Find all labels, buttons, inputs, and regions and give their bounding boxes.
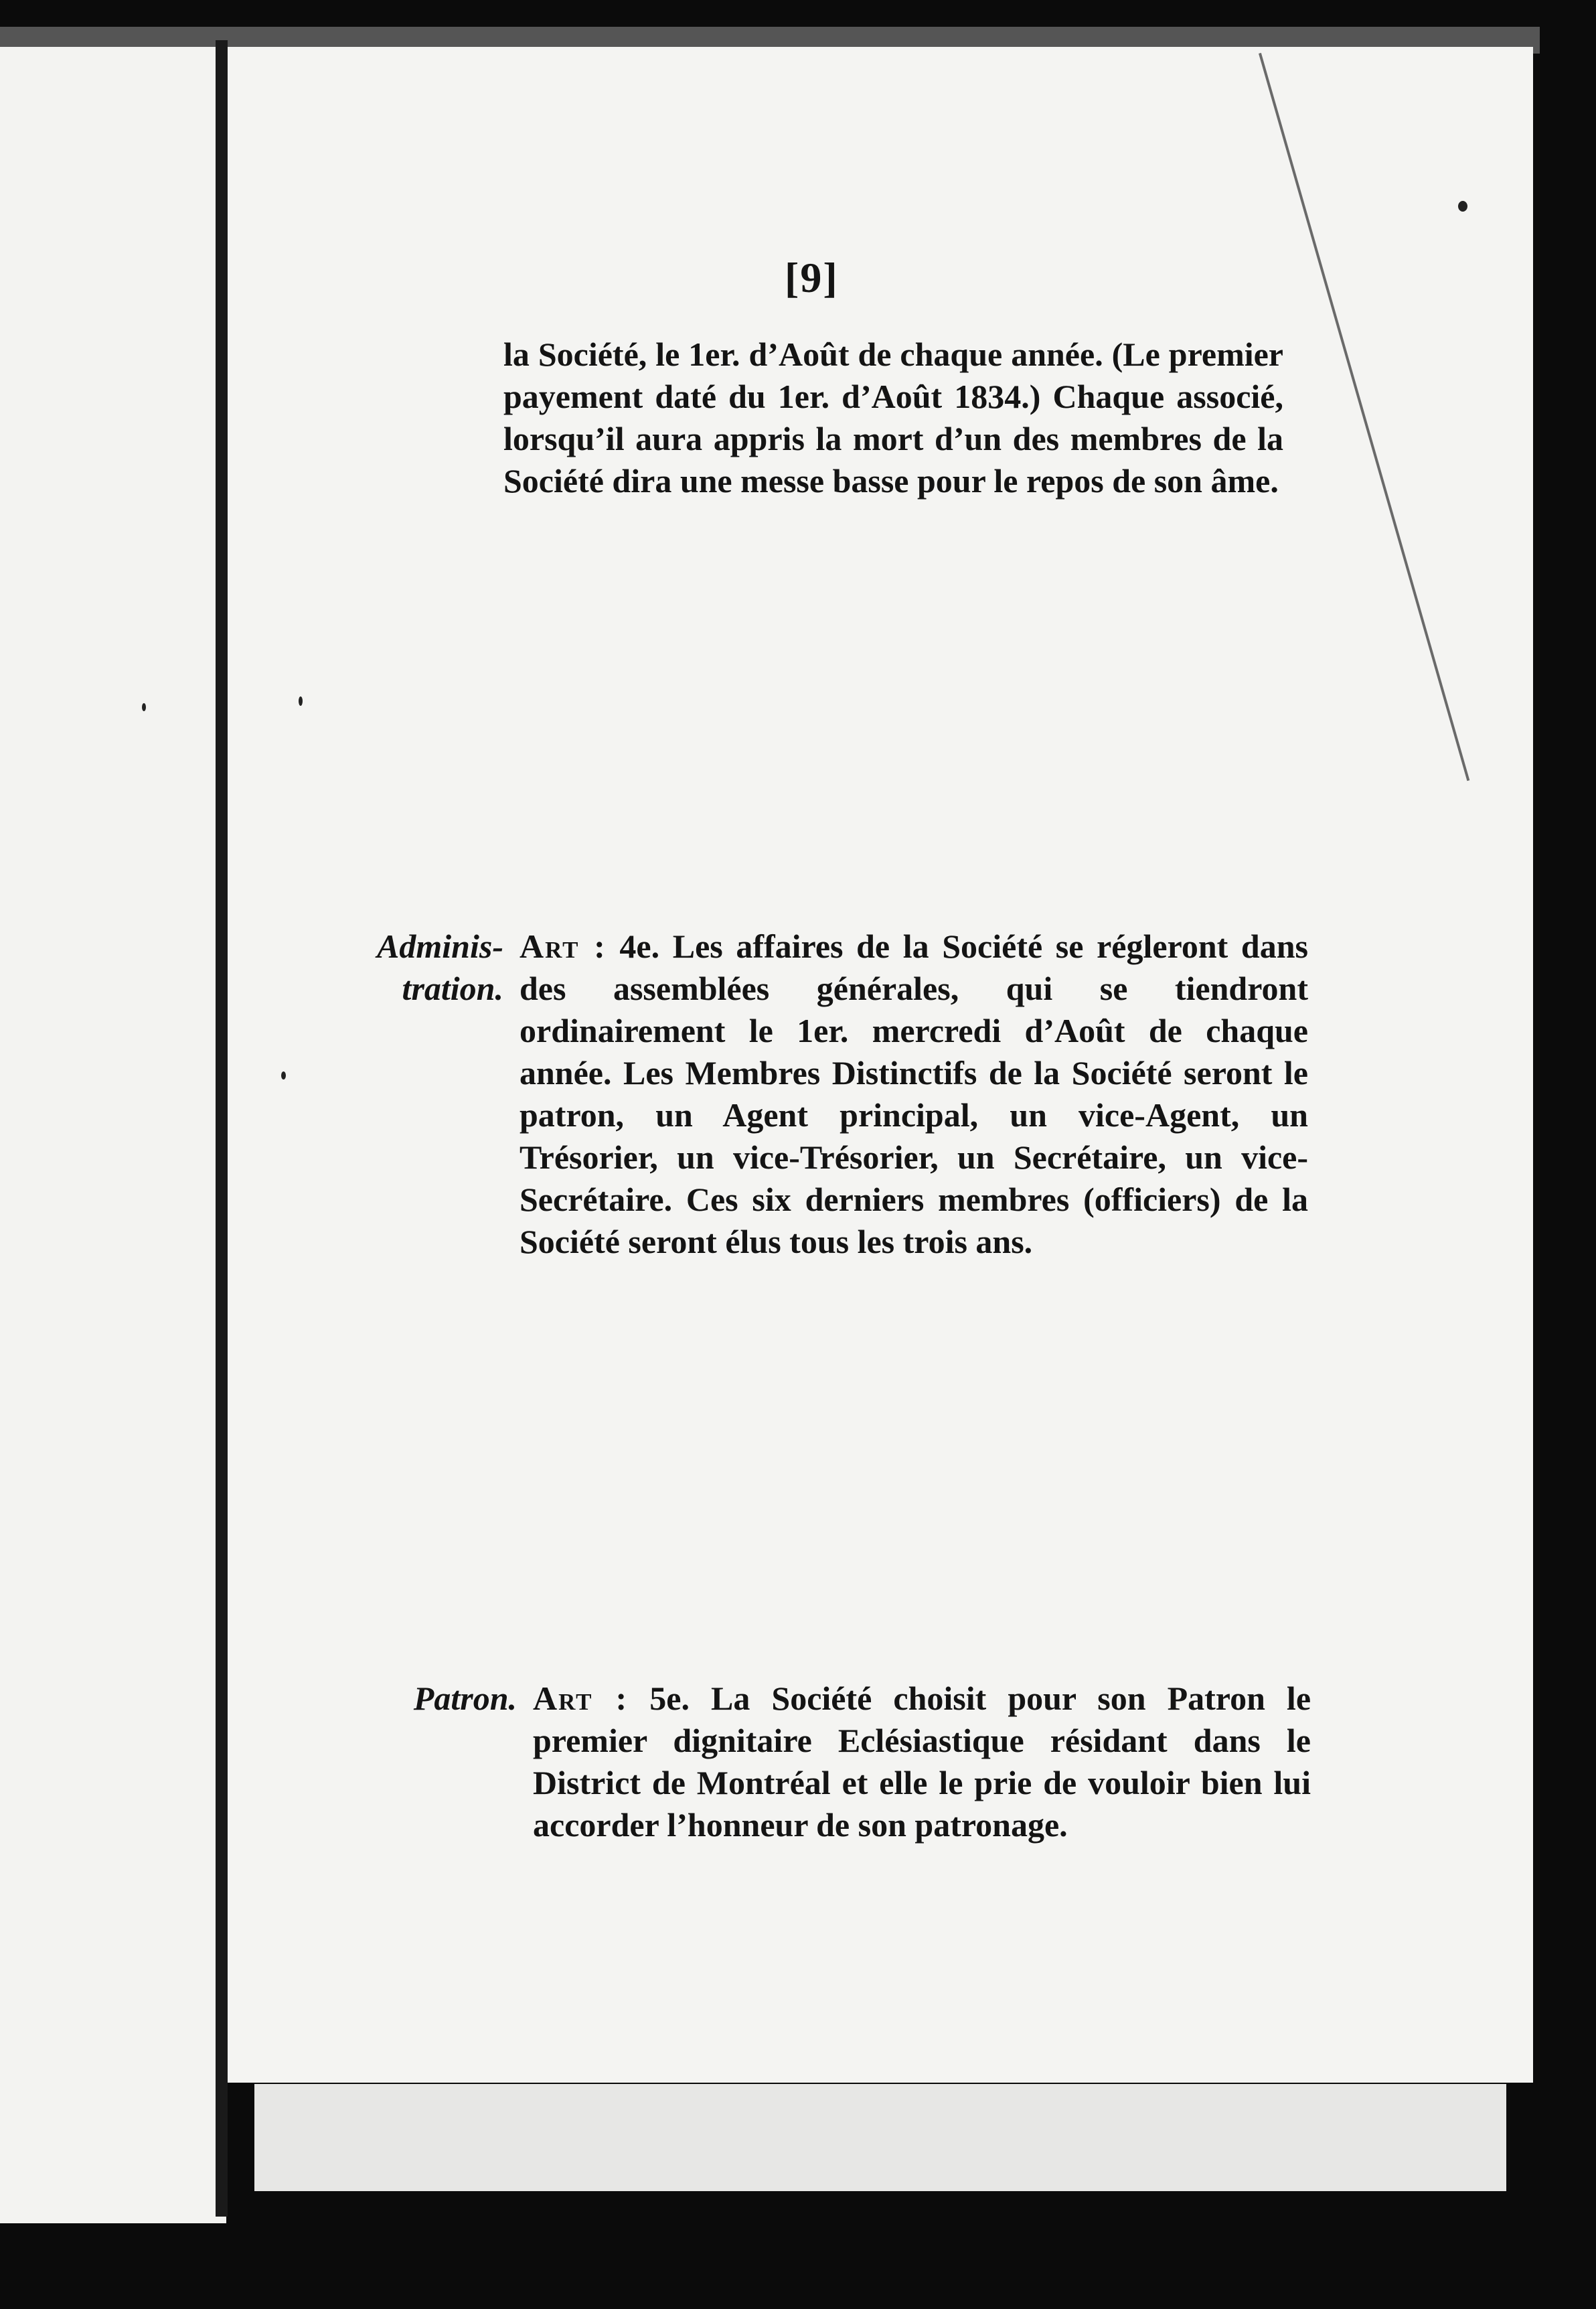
margin-note-administration: Adminis- tration. [377, 927, 503, 1007]
ink-speck [299, 696, 303, 706]
page-number: [9] [785, 254, 839, 301]
margin-note-patron: Patron. [413, 1680, 517, 1717]
article-4-text: 4e. Les affaires de la Société se régleront dans des assemblées générales, qui se tiendront ordinairement le 1er. mercredi d’Août de chaque année. Les Membres Distinctifs de la Société seront le patron, un Agent principal, un vice-Agent, un Trésorier, un vice-Trésorier, un Secrétaire, un vice-Secrétaire. Ces six derniers membres (officiers) de la Société seront élus tous les trois ans. [520, 927, 1308, 1260]
page-bottom-fold [254, 2084, 1506, 2191]
paragraph-continuation: la Société, le 1er. d’Août de chaque année. (Le premier payement daté du 1er. d’Août 1834.) Chaque associé, lorsqu’il aura appris la mort d’un des membres de la Société dira une messe basse pour le repos de son âme. [503, 336, 1283, 500]
article-5-text: 5e. La Société choisit pour son Patron le premier dignitaire Eclésiastique résidant dans le District de Montréal et elle le prie de vouloir bien lui accorder l’honneur de son patronage. [533, 1680, 1311, 1844]
ink-speck [281, 1071, 286, 1079]
book-spine-shadow [216, 40, 228, 2217]
article-label: Art : [520, 927, 607, 965]
left-page-leaf [0, 47, 226, 2223]
ink-speck [142, 703, 146, 711]
article-5-paragraph [533, 1678, 1311, 1846]
article-4-paragraph [520, 925, 1308, 1263]
article-label: Art : [533, 1680, 629, 1717]
ink-speck [1458, 201, 1467, 212]
